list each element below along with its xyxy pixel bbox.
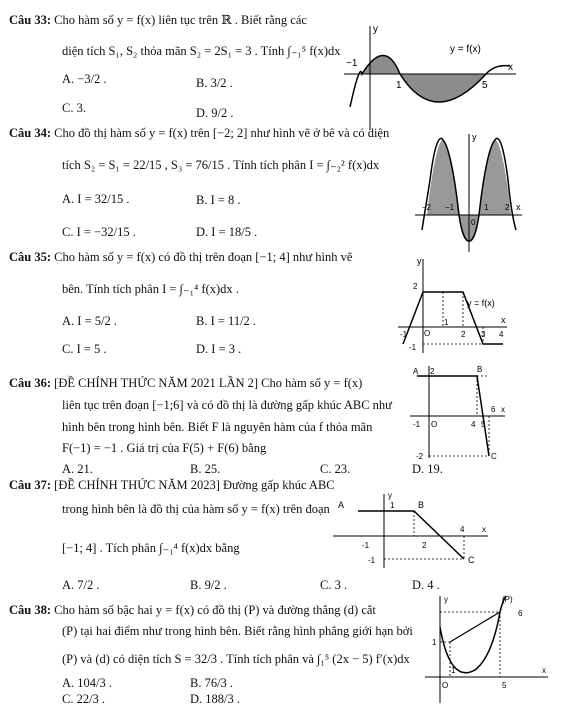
- question-text: F(−1) = −1 . Giá trị của F(5) + F(6) bằng: [62, 441, 267, 455]
- question-label: Câu 38:: [9, 603, 52, 617]
- answer-c[interactable]: C. I = −32/15 .: [62, 225, 136, 239]
- axis-label-x: x: [482, 525, 486, 534]
- question-33: [9, 13, 307, 27]
- tick-label: 1: [451, 666, 456, 675]
- answer-c[interactable]: C. I = 5 .: [62, 342, 107, 356]
- answer-a[interactable]: A. 21.: [62, 462, 93, 476]
- question-34: [9, 126, 389, 140]
- tick-label: 2: [413, 282, 418, 291]
- point-label: B: [418, 500, 425, 510]
- answer-a[interactable]: A. I = 32/15 .: [62, 192, 130, 206]
- answer-a[interactable]: A. −3/2 .: [62, 72, 107, 86]
- tick-label: O: [431, 420, 438, 429]
- answer-a[interactable]: A. I = 5/2 .: [62, 314, 117, 328]
- tick-label: 5: [482, 80, 488, 91]
- tick-label: −2: [422, 203, 432, 212]
- question-label: Câu 35:: [9, 250, 52, 264]
- point-label: A: [338, 500, 345, 510]
- question-text: (P) tại hai điểm như trong hình bên. Biết rằng hình phẳng giới hạn bởi: [62, 624, 413, 638]
- answer-b[interactable]: B. I = 8 .: [196, 193, 241, 207]
- tick-label: 4: [499, 330, 504, 339]
- tick-label: 2: [505, 203, 510, 212]
- answer-d[interactable]: D. 188/3 .: [190, 692, 240, 706]
- question-text: (P) và (d) có diện tích S = 32/3 . Tính tích phân và ∫₁⁵ (2x − 5) f′(x)dx: [62, 652, 410, 666]
- tick-label: -1: [413, 420, 421, 429]
- question-text: Cho hàm số bậc hai y = f(x) có đồ thị (P) và đường thẳng (d) cắt: [54, 603, 376, 617]
- question-text: trong hình bên là đồ thị của hàm số y = f(x) trên đoạn: [62, 502, 330, 516]
- tick-label: 5: [502, 681, 507, 690]
- question-36: [9, 376, 362, 390]
- question-label: Câu 34:: [9, 126, 52, 140]
- tick-label: -1: [362, 541, 370, 550]
- answer-a[interactable]: A. 7/2 .: [62, 578, 100, 592]
- point-label: C: [491, 452, 497, 461]
- tick-label: 0: [471, 218, 476, 227]
- question-text: [ĐỀ CHÍNH THỨC NĂM 2021 LẦN 2] Cho hàm số y = f(x): [54, 376, 363, 390]
- answer-b[interactable]: B. 76/3 .: [190, 676, 234, 690]
- question-text: bên. Tính tích phân I = ∫₋₁⁴ f(x)dx .: [62, 282, 239, 296]
- question-text: Cho hàm số y = f(x) liên tục trên ℝ . Biết rằng các: [54, 13, 307, 27]
- tick-label: 6: [491, 405, 496, 414]
- question-text: tích S₂ = S₁ = 22/15 , S₃ = 76/15 . Tính tích phân I = ∫₋₂² f(x)dx: [62, 158, 380, 172]
- answer-b[interactable]: B. 3/2 .: [196, 76, 233, 90]
- question-35: [9, 250, 352, 264]
- axis-label-x: x: [501, 405, 505, 414]
- answer-b[interactable]: B. I = 11/2 .: [196, 314, 257, 328]
- axis-label-y: y: [373, 24, 378, 35]
- axis-label-x: x: [501, 315, 506, 325]
- question-label: Câu 37:: [9, 478, 52, 492]
- q35-graph: [395, 255, 510, 355]
- tick-label: 1: [444, 318, 449, 327]
- answer-d[interactable]: D. 19.: [412, 462, 443, 476]
- question-label: Câu 33:: [9, 13, 52, 27]
- tick-label: 1: [396, 80, 402, 91]
- axis-label-x: x: [508, 62, 513, 73]
- answer-c[interactable]: C. 3.: [62, 101, 86, 115]
- answer-b[interactable]: B. 25.: [190, 462, 221, 476]
- curve-label: y = f(x): [450, 44, 481, 55]
- q37-graph: [328, 490, 493, 570]
- answer-d[interactable]: D. I = 3 .: [196, 342, 242, 356]
- q34-graph: [410, 130, 525, 255]
- answer-d[interactable]: D. 4 .: [412, 578, 440, 592]
- answer-d[interactable]: D. 9/2 .: [196, 106, 234, 120]
- answer-a[interactable]: A. 104/3 .: [62, 676, 112, 690]
- answer-c[interactable]: C. 3 .: [320, 578, 348, 592]
- question-text: [−1; 4] . Tích phân ∫₋₁⁴ f(x)dx bằng: [62, 541, 240, 555]
- tick-label: 1: [390, 501, 395, 510]
- axis-label-y: y: [388, 491, 392, 500]
- question-text: Cho hàm số y = f(x) có đồ thị trên đoạn [−1; 4] như hình vẽ: [54, 250, 353, 264]
- tick-label: 1: [432, 638, 437, 647]
- point-label: B: [477, 365, 483, 374]
- tick-label: 2: [430, 367, 435, 376]
- axis-label-y: y: [417, 256, 422, 266]
- tick-label: −1: [445, 203, 455, 212]
- tick-label: 2: [422, 541, 427, 550]
- tick-label: -1: [368, 556, 376, 565]
- axis-label-x: x: [542, 666, 546, 675]
- question-text: diện tích S₁, S₂ thỏa mãn S₂ = 2S₁ = 3 . Tính ∫₋₁⁵ f(x)dx: [62, 44, 341, 58]
- question-37: [9, 478, 335, 492]
- tick-label: 1: [484, 203, 489, 212]
- curve-label: (P): [502, 595, 513, 604]
- question-text: [ĐỀ CHÍNH THỨC NĂM 2023] Đường gấp khúc ABC: [54, 478, 335, 492]
- question-text: liên tục trên đoạn [−1;6] và có đồ thị là đường gấp khúc ABC như: [62, 398, 392, 412]
- answer-b[interactable]: B. 9/2 .: [190, 578, 227, 592]
- tick-label: 2: [461, 330, 466, 339]
- tick-label: 4: [460, 525, 465, 534]
- tick-label: -1: [409, 343, 417, 352]
- q36-graph: [405, 362, 510, 462]
- tick-label: O: [424, 329, 431, 338]
- axis-label-y: y: [444, 595, 448, 604]
- tick-label: 3: [481, 330, 486, 339]
- tick-label: 5: [481, 420, 486, 429]
- question-38: [9, 603, 376, 617]
- axis-label-x: x: [516, 202, 521, 212]
- tick-label: -1: [400, 330, 408, 339]
- axis-label-y: y: [472, 132, 477, 142]
- answer-c[interactable]: C. 22/3 .: [62, 692, 106, 706]
- question-label: Câu 36:: [9, 376, 52, 390]
- tick-label: -2: [416, 452, 424, 461]
- tick-label: 6: [518, 609, 523, 618]
- curve-label: y = f(x): [467, 298, 495, 308]
- tick-label: 4: [471, 420, 476, 429]
- tick-label: O: [442, 681, 449, 690]
- q33-graph: [340, 22, 520, 132]
- point-label: C: [468, 555, 475, 565]
- answer-c[interactable]: C. 23.: [320, 462, 351, 476]
- question-text: hình bên trong hình bên. Biết F là nguyên hàm của f thỏa mãn: [62, 420, 373, 434]
- q38-graph: [420, 592, 550, 705]
- answer-d[interactable]: D. I = 18/5 .: [196, 225, 258, 239]
- tick-label: −1: [346, 58, 358, 69]
- point-label: A: [413, 367, 419, 376]
- question-text: Cho đồ thị hàm số y = f(x) trên [−2; 2] như hình vẽ ở bê và có diện: [54, 126, 390, 140]
